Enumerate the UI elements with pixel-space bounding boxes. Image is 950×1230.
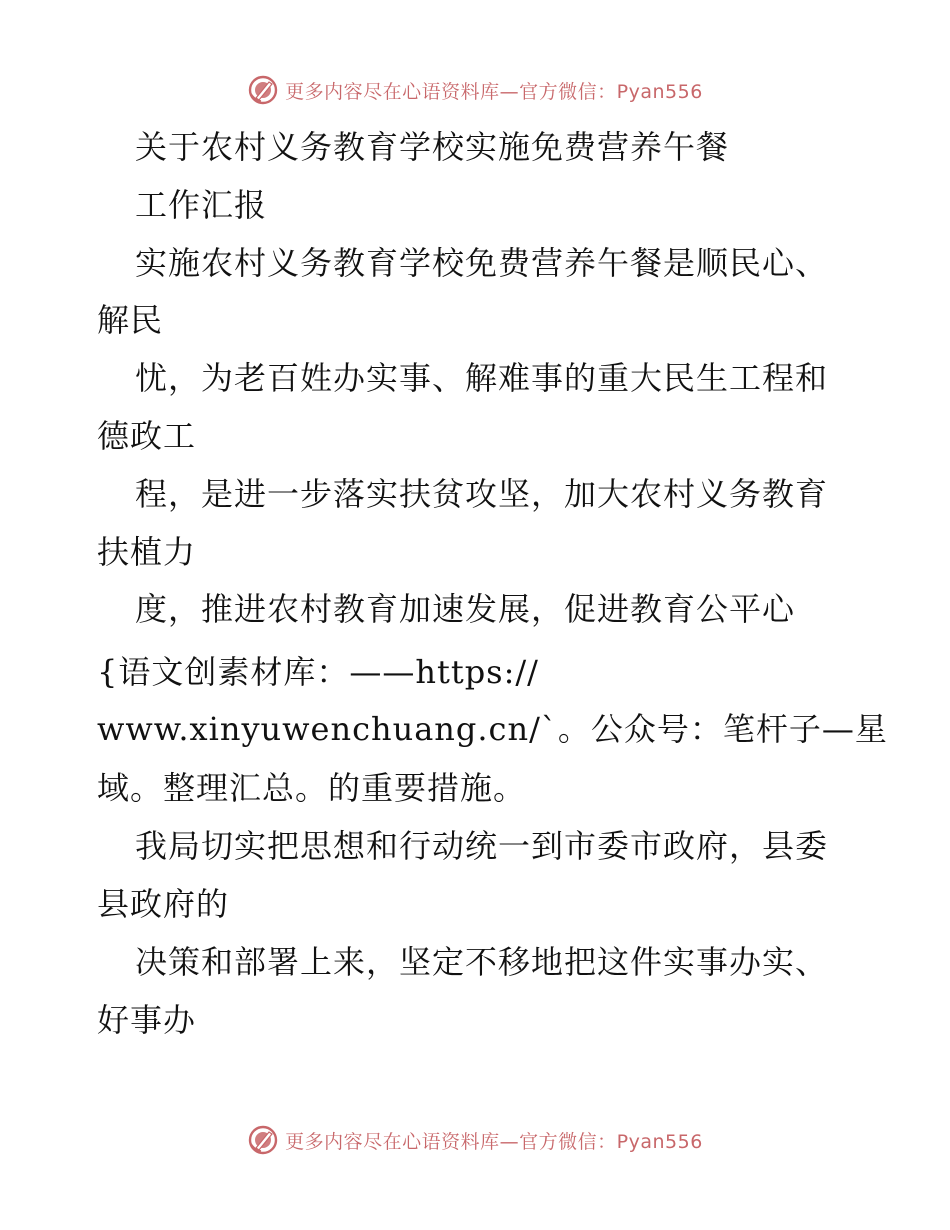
paragraph-line: 扶植力 — [97, 533, 197, 571]
paragraph-line: 解民 — [97, 301, 164, 339]
paragraph-line: 度，推进农村教育加速发展，促进教育公平心 — [135, 590, 796, 628]
document-title-line-1: 关于农村义务教育学校实施免费营养午餐 — [135, 128, 730, 166]
paragraph-line: {语文创素材库：——https:// — [97, 653, 539, 691]
paragraph-line: 德政工 — [97, 417, 197, 455]
footer-banner-text: 更多内容尽在心语资料库—官方微信：Pyan556 — [285, 1130, 703, 1153]
paragraph-line: 程，是进一步落实扶贫攻坚，加大农村义务教育 — [135, 475, 829, 513]
paragraph-line: 实施农村义务教育学校免费营养午餐是顺民心、 — [135, 244, 829, 282]
paragraph-line: 好事办 — [97, 1001, 197, 1039]
paragraph-line: 县政府的 — [97, 885, 230, 923]
paragraph-line: 决策和部署上来，坚定不移地把这件实事办实、 — [135, 943, 829, 981]
document-title-line-2: 工作汇报 — [135, 186, 268, 224]
paragraph-line: 忧，为老百姓办实事、解难事的重大民生工程和 — [135, 359, 829, 397]
footer-banner — [0, 1122, 950, 1158]
paragraph-line: 我局切实把思想和行动统一到市委市政府，县委 — [135, 827, 829, 865]
paragraph-line: www.xinyuwenchuang.cn/`。公众号：笔杆子—星 — [97, 710, 888, 748]
header-banner-text: 更多内容尽在心语资料库—官方微信：Pyan556 — [285, 80, 703, 103]
pen-circle-logo-icon — [247, 1124, 279, 1156]
paragraph-line: 域。整理汇总。的重要措施。 — [97, 769, 527, 807]
